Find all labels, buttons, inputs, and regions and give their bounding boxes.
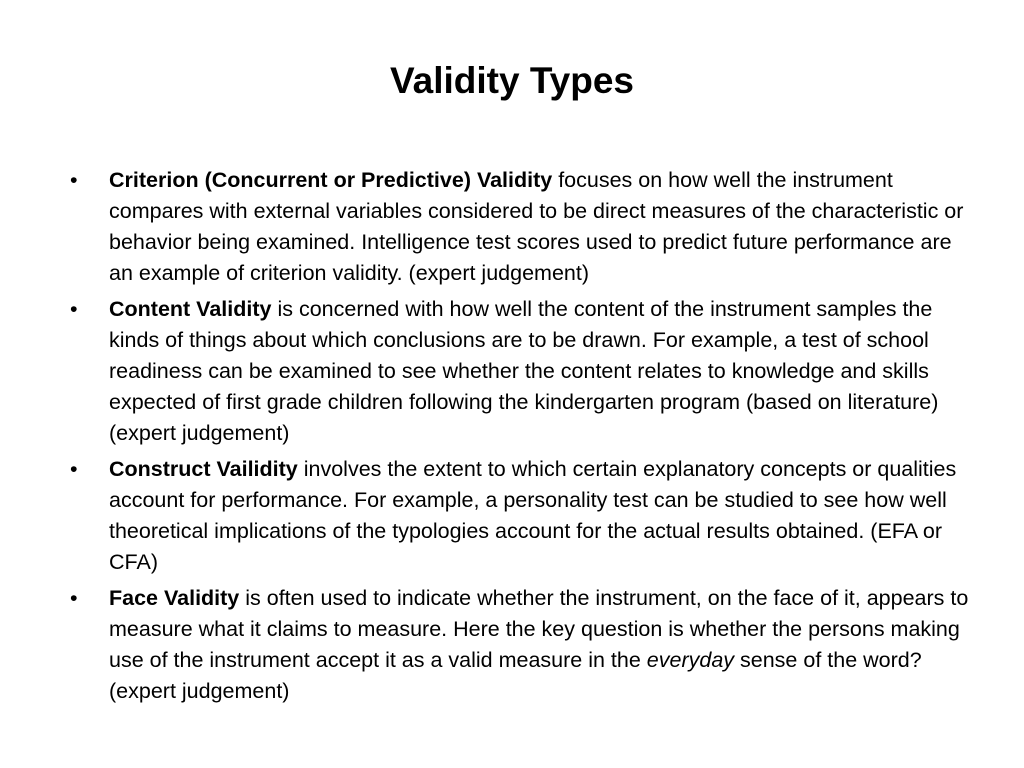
bullet-text: is concerned with how well the content of the instrument samples the kinds of things about which conclusions are to be drawn. For example, a test of school readiness can be examined to see whether the content relates to knowledge and skills expected of first grade children following the kindergarten program (based on literature) (expert judgement) bbox=[109, 297, 939, 445]
bullet-item-criterion-validity bbox=[70, 165, 980, 289]
bullet-list bbox=[70, 165, 980, 712]
bullet-term: Criterion (Concurrent or Predictive) Validity bbox=[109, 168, 553, 192]
bullet-dot-icon: • bbox=[70, 586, 78, 610]
bullet-dot-icon: • bbox=[70, 297, 78, 321]
bullet-dot-icon: • bbox=[70, 457, 78, 481]
bullet-text: focuses on how well the instrument compares with external variables considered to be direct measures of the characteristic or behavior being examined. Intelligence test scores used to predict future performance are an example of criterion validity. (expert judgement) bbox=[109, 168, 964, 285]
bullet-item-content-validity bbox=[70, 294, 980, 449]
bullet-term: Face Validity bbox=[109, 586, 240, 610]
bullet-text: involves the extent to which certain explanatory concepts or qualities account for performance. For example, a personality test can be studied to see how well theoretical implications of the typologies account for the actual results obtained. (EFA or CFA) bbox=[109, 457, 957, 574]
bullet-term: Content Validity bbox=[109, 297, 272, 321]
bullet-term: Construct Vailidity bbox=[109, 457, 298, 481]
bullet-text: is often used to indicate whether the instrument, on the face of it, appears to measure what it claims to measure. Here the key question is whether the persons making use of the instrument accept it as a valid measure in the bbox=[109, 586, 969, 672]
bullet-text-after: sense of the word? (expert judgement) bbox=[109, 648, 922, 703]
bullet-dot-icon: • bbox=[70, 168, 78, 192]
bullet-item-construct-validity bbox=[70, 454, 980, 578]
slide-title: Validity Types bbox=[389, 60, 635, 101]
bullet-emphasis: everyday bbox=[646, 648, 735, 672]
bullet-item-face-validity bbox=[70, 583, 980, 707]
